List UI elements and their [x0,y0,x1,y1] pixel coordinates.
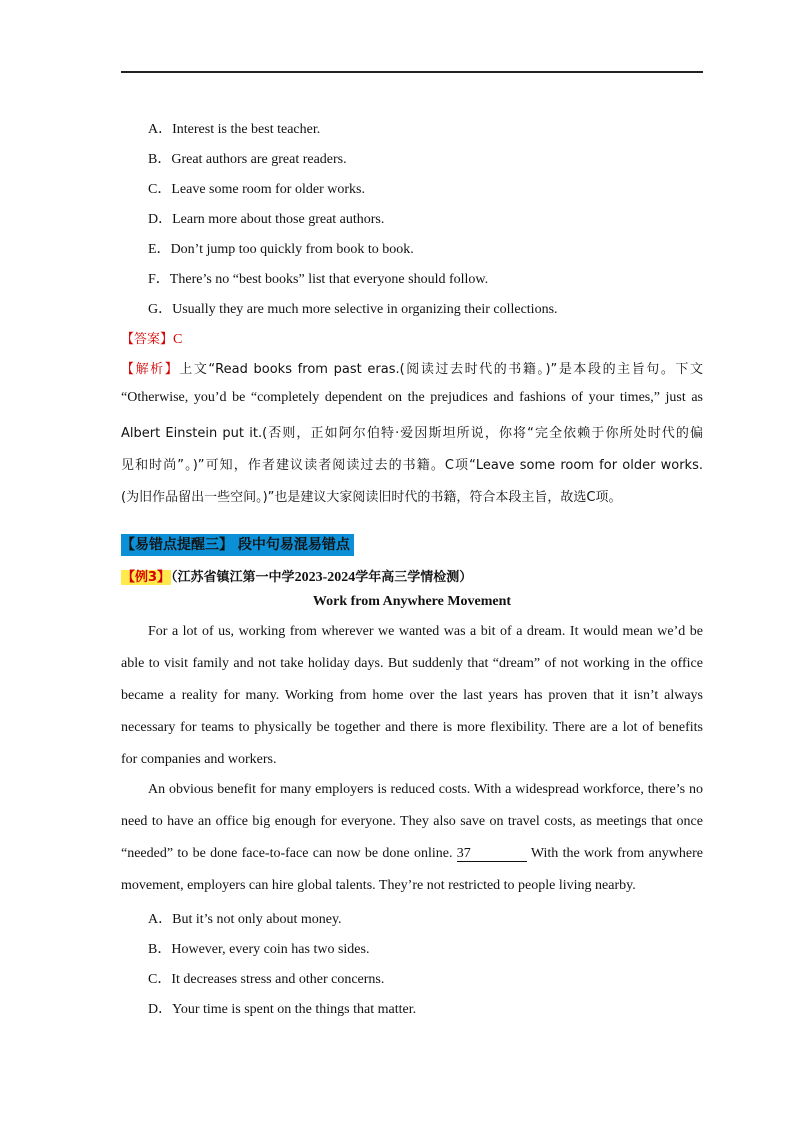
explanation-label: 【解析】 [121,362,180,377]
example-source: （江苏省镇江第一中学2023-2024学年高三学情检测） [171,570,473,585]
option-f: F．There’s no “best books” list that everyone should follow. [148,272,489,287]
q37-option-c: C．It decreases stress and other concerns. [148,972,385,987]
q37-option-b: B．However, every coin has two sides. [148,942,370,957]
answer-blank-37: 37 [457,847,527,862]
para2-line-4: movement, employers can hire global talents. They’re not restricted to people living nearby. [121,878,636,893]
answer-value: C [173,332,183,347]
header-rule [121,71,703,73]
section-heading: 【易错点提醒三】 段中句易混易错点 [121,534,354,556]
para1-line-2: able to visit family and not take holiday days. But suddenly that “dream” of not working in the office [121,656,703,671]
explanation-line-2: “Otherwise, you’d be “completely dependent on the prejudices and fashions of your times,” just as [121,390,703,405]
para1-line-4: necessary for teams to physically be together and there is more flexibility. There are a lot of benefits [121,720,703,735]
para2-line-1: An obvious benefit for many employers is reduced costs. With a widespread workforce, there’s no [148,782,703,797]
explanation-line-4: 见和时尚”。)”可知，作者建议读者阅读过去的书籍。C项“Leave some room for older works. [121,458,703,473]
option-g: G．Usually they are much more selective in organizing their collections. [148,302,558,317]
option-e: E．Don’t jump too quickly from book to book. [148,242,414,257]
example-header [121,566,472,586]
para1-line-5: for companies and workers. [121,752,277,767]
explanation-line-3: Albert Einstein put it.(否则，正如阿尔伯特·爱因斯坦所说，你将“完全依赖于你所处时代的偏 [121,426,703,441]
q37-option-a: A．But it’s not only about money. [148,912,342,927]
answer-label: 【答案】 [121,332,174,347]
option-b: B．Great authors are great readers. [148,152,347,167]
option-d: D．Learn more about those great authors. [148,212,385,227]
para1-line-1: For a lot of us, working from wherever we wanted was a bit of a dream. It would mean we’d be [148,624,703,639]
passage-title: Work from Anywhere Movement [312,594,512,609]
option-a: A．Interest is the best teacher. [148,122,321,137]
explanation-line-5: (为旧作品留出一些空间。)”也是建议大家阅读旧时代的书籍，符合本段主旨，故选C项。 [121,490,622,505]
para2-line-3: “needed” to be done face-to-face can now be done online. 37 With the work from anywhere [121,846,704,861]
example-label: 【例3】 [122,570,171,585]
option-c: C．Leave some room for older works. [148,182,365,197]
para2-line-2: need to have an office big enough for everyone. They also save on travel costs, as meetings that once [121,814,703,829]
para1-line-3: became a reality for many. Working from home over the last years has proven that it isn’t always [121,688,703,703]
explanation-line-1: 【解析】上文“Read books from past eras.(阅读过去时代的书籍。)”是本段的主旨句。下文 [121,362,703,377]
q37-option-d: D．Your time is spent on the things that matter. [148,1002,417,1017]
answer-line [121,328,182,348]
